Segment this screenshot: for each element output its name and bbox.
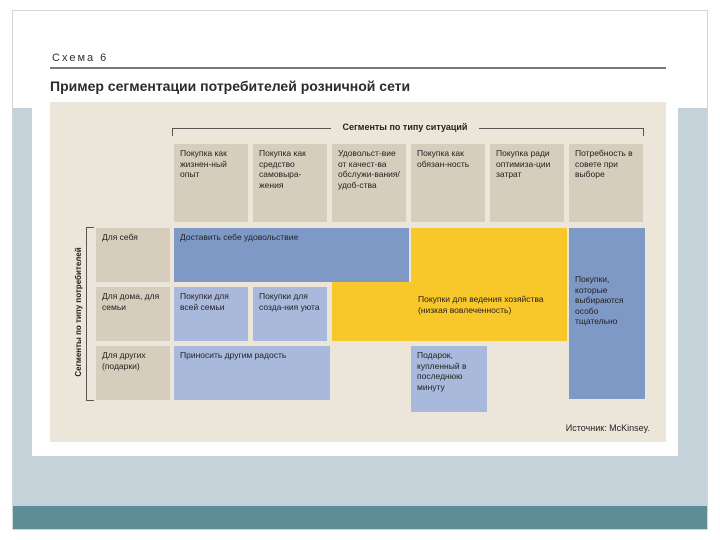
segment-yellow-top [411, 228, 567, 282]
title-rule [50, 67, 666, 69]
segment-last-minute-gift: Подарок, купленный в последнюю минуту [411, 346, 487, 412]
segment-home-comfort: Покупки для созда-ния уюта [253, 287, 327, 341]
column-header: Покупка ради оптимиза-ции затрат [490, 144, 564, 222]
segment-family-buy: Покупки для всей семьи [174, 287, 248, 341]
segment-housekeeping: Покупки для ведения хозяйства (низкая вовлеченность) [332, 282, 567, 341]
consumers-bracket [86, 227, 94, 401]
column-header: Потребность в совете при выборе [569, 144, 643, 222]
row-header: Для дома, для семьи [96, 287, 170, 341]
segment-joy-others: Приносить другим радость [174, 346, 330, 400]
source-note: Источник: McKinsey. [565, 423, 650, 433]
column-header: Покупка как средство самовыра-жения [253, 144, 327, 222]
row-header: Для себя [96, 228, 170, 282]
diagram-title: Пример сегментации потребителей розничной сети [50, 78, 411, 94]
column-header: Удовольст-вие от качест-ва обслужи-вания/удоб-ства [332, 144, 406, 222]
column-header: Покупка как обязан-ность [411, 144, 485, 222]
situations-label: Сегменты по типу ситуаций [331, 120, 479, 134]
segment-careful-choice: Покупки, которые выбираются особо тщательно [569, 228, 645, 399]
segment-self-pleasure: Доставить себе удовольствие [174, 228, 409, 282]
consumers-label: Сегменты по типу потребителей [73, 239, 85, 385]
column-header: Покупка как жизнен-ный опыт [174, 144, 248, 222]
row-header: Для других (подарки) [96, 346, 170, 400]
scheme-label: Схема 6 [52, 52, 109, 64]
